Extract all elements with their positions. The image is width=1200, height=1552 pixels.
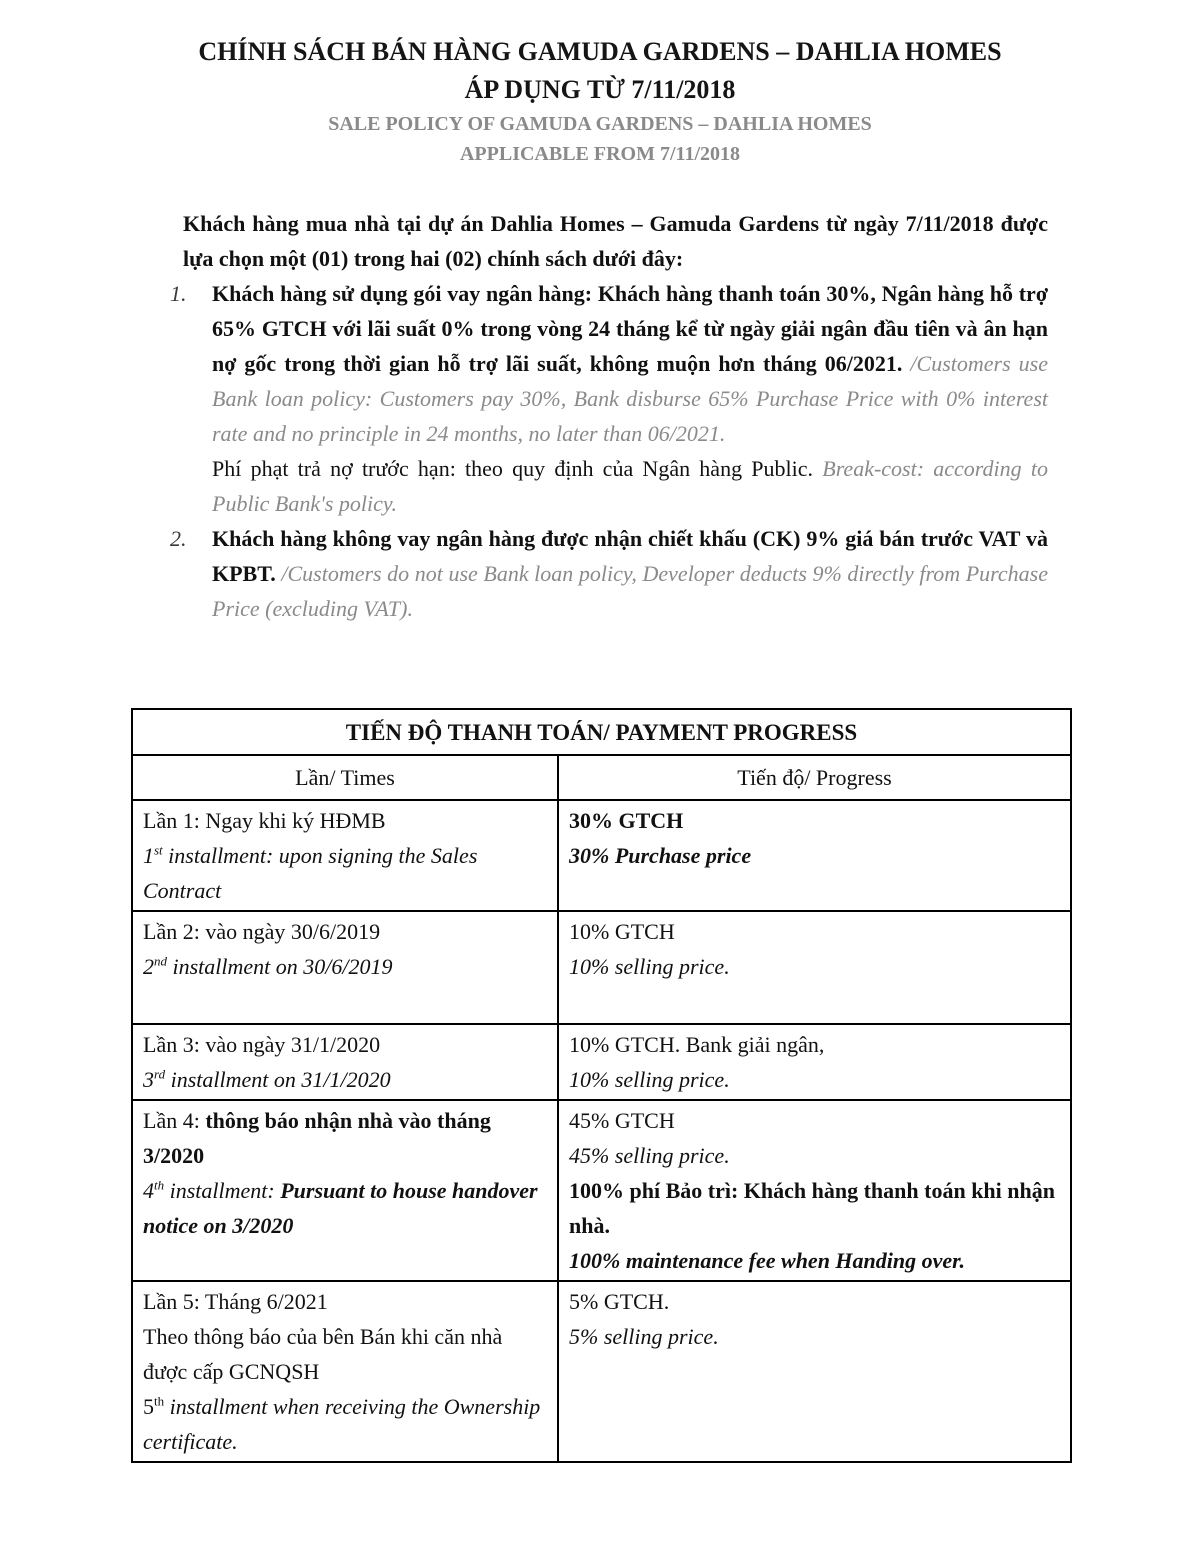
- text-run: Lần 1: Ngay khi ký HĐMB: [143, 808, 386, 833]
- title-line-1: CHÍNH SÁCH BÁN HÀNG GAMUDA GARDENS – DAHLIA HOMES: [198, 37, 1002, 66]
- text-run: 45% selling price.: [569, 1143, 730, 1168]
- text-run: 45% GTCH: [569, 1108, 675, 1133]
- times-cell: [132, 800, 558, 911]
- cell-paragraph: [569, 1319, 1062, 1354]
- text-run: nd: [154, 953, 167, 969]
- text-run: 5: [143, 1394, 154, 1419]
- text-run: 100% maintenance fee when Handing over.: [569, 1248, 965, 1273]
- policy-item-1-vn: Khách hàng sử dụng gói vay ngân hàng: Khách hàng thanh toán 30%, Ngân hàng hỗ trợ 65% GTCH với lãi suất 0% trong vòng 24 tháng kể từ ngày giải ngân đầu tiên và ân hạn nợ gốc trong thời gian hỗ trợ lãi suất, không muộn hơn tháng 06/2021.: [212, 281, 1048, 376]
- cell-paragraph: [569, 1243, 1062, 1278]
- times-cell: [132, 1281, 558, 1462]
- text-run: 30% Purchase price: [569, 843, 752, 868]
- penalty-note-vn: Phí phạt trả nợ trước hạn: theo quy định của Ngân hàng Public.: [212, 456, 823, 481]
- text-run: rd: [154, 1066, 166, 1082]
- cell-paragraph: [143, 1389, 549, 1459]
- text-run: st: [154, 842, 163, 858]
- text-run: 10% selling price.: [569, 1067, 730, 1092]
- list-marker-2: 2.: [170, 526, 187, 551]
- progress-cell: [558, 800, 1071, 911]
- text-run: 2: [143, 954, 154, 979]
- text-run: installment:: [164, 1178, 281, 1203]
- text-run: 3: [143, 1067, 154, 1092]
- policy-item-2-text: [212, 521, 1048, 626]
- table-row: [132, 1100, 1071, 1281]
- progress-cell: [558, 911, 1071, 1024]
- intro-paragraph: Khách hàng mua nhà tại dự án Dahlia Homes – Gamuda Gardens từ ngày 7/11/2018 được lựa chọn một (01) trong hai (02) chính sách dưới đây:: [183, 211, 1048, 271]
- cell-paragraph: [143, 838, 549, 908]
- text-run: installment on 30/6/2019: [167, 954, 393, 979]
- table-row: [132, 800, 1071, 911]
- cell-paragraph: [569, 838, 1062, 873]
- cell-paragraph: [569, 1027, 1062, 1062]
- progress-cell: [558, 1281, 1071, 1462]
- col-header-times: Lần/ Times: [132, 755, 558, 800]
- table-header-row: [132, 755, 1071, 800]
- cell-paragraph: [143, 1319, 549, 1389]
- payment-table: [131, 708, 1072, 1463]
- cell-paragraph: [569, 1103, 1062, 1138]
- cell-paragraph: [569, 1062, 1062, 1097]
- text-run: installment on 31/1/2020: [165, 1067, 391, 1092]
- policy-item-1: [170, 276, 1049, 521]
- cell-paragraph: [143, 803, 549, 838]
- text-run: 5% selling price.: [569, 1324, 719, 1349]
- text-run: 5% GTCH.: [569, 1289, 670, 1314]
- subtitle-line-1: SALE POLICY OF GAMUDA GARDENS – DAHLIA HOMES: [328, 113, 872, 135]
- cell-paragraph: [569, 803, 1062, 838]
- cell-paragraph: [143, 1284, 549, 1319]
- text-run: 1: [143, 843, 154, 868]
- cell-paragraph: [569, 1138, 1062, 1173]
- subtitle-line-2: APPLICABLE FROM 7/11/2018: [459, 143, 740, 165]
- col-header-progress: Tiến độ/ Progress: [558, 755, 1071, 800]
- penalty-note-en: Break-cost: according to Public Bank's policy.: [212, 456, 1048, 516]
- title-line-2: ÁP DỤNG TỪ 7/11/2018: [464, 75, 736, 104]
- cell-paragraph: [569, 949, 1062, 984]
- list-marker-1: 1.: [170, 281, 187, 306]
- text-run: installment: upon signing the Sales Contract: [143, 843, 478, 903]
- policy-item-2-vn: Khách hàng không vay ngân hàng được nhận chiết khấu (CK) 9% giá bán trước VAT và KPBT.: [212, 526, 1048, 586]
- cell-paragraph: [143, 914, 549, 949]
- table-row: [132, 1024, 1071, 1100]
- text-run: th: [154, 1393, 165, 1409]
- progress-cell: [558, 1024, 1071, 1100]
- text-run: Lần 3: vào ngày 31/1/2020: [143, 1032, 381, 1057]
- policy-item-2-en: /Customers do not use Bank loan policy, Developer deducts 9% directly from Purchase Price (excluding VAT).: [212, 561, 1049, 621]
- text-run: th: [154, 1177, 165, 1193]
- times-cell: [132, 1100, 558, 1281]
- cell-paragraph: [143, 949, 549, 984]
- progress-cell: [558, 1100, 1071, 1281]
- cell-paragraph: [569, 1173, 1062, 1243]
- table-title-row: [132, 709, 1071, 755]
- text-run: Pursuant to house handover notice on 3/2020: [143, 1178, 538, 1238]
- times-cell: [132, 911, 558, 1024]
- cell-paragraph: [143, 1062, 549, 1097]
- text-run: Lần 2: vào ngày 30/6/2019: [143, 919, 381, 944]
- text-run: 10% GTCH. Bank giải ngân,: [569, 1032, 825, 1057]
- cell-paragraph: [569, 1284, 1062, 1319]
- table-row: [132, 911, 1071, 1024]
- policy-item-1-en: /Customers use Bank loan policy: Customers pay 30%, Bank disburse 65% Purchase Price with 0% interest rate and no principle in 24 months, no later than 06/2021.: [212, 351, 1049, 446]
- policy-item-1-text: [212, 276, 1048, 451]
- cell-paragraph: [569, 914, 1062, 949]
- text-run: Theo thông báo của bên Bán khi căn nhà được cấp GCNQSH: [143, 1324, 503, 1384]
- text-run: 10% selling price.: [569, 954, 730, 979]
- table-row: [132, 1281, 1071, 1462]
- text-run: 10% GTCH: [569, 919, 675, 944]
- text-run: 30% GTCH: [569, 808, 684, 833]
- table-title: TIẾN ĐỘ THANH TOÁN/ PAYMENT PROGRESS: [132, 709, 1071, 755]
- cell-paragraph: [143, 1103, 549, 1173]
- text-run: Lần 4:: [143, 1108, 206, 1133]
- policy-item-2: [170, 521, 1049, 626]
- cell-paragraph: [143, 1173, 549, 1243]
- text-run: thông báo nhận nhà vào tháng 3/2020: [143, 1108, 491, 1168]
- text-run: 4: [143, 1178, 154, 1203]
- payment-table-body: [132, 800, 1071, 1462]
- text-run: installment when receiving the Ownership certificate.: [143, 1394, 541, 1454]
- text-run: Lần 5: Tháng 6/2021: [143, 1289, 328, 1314]
- intro-section: [170, 206, 1049, 626]
- text-run: 100% phí Bảo trì: Khách hàng thanh toán khi nhận nhà.: [569, 1178, 1055, 1238]
- cell-paragraph: [143, 1027, 549, 1062]
- times-cell: [132, 1024, 558, 1100]
- penalty-note: [212, 451, 1048, 521]
- doc-header: [0, 0, 1200, 169]
